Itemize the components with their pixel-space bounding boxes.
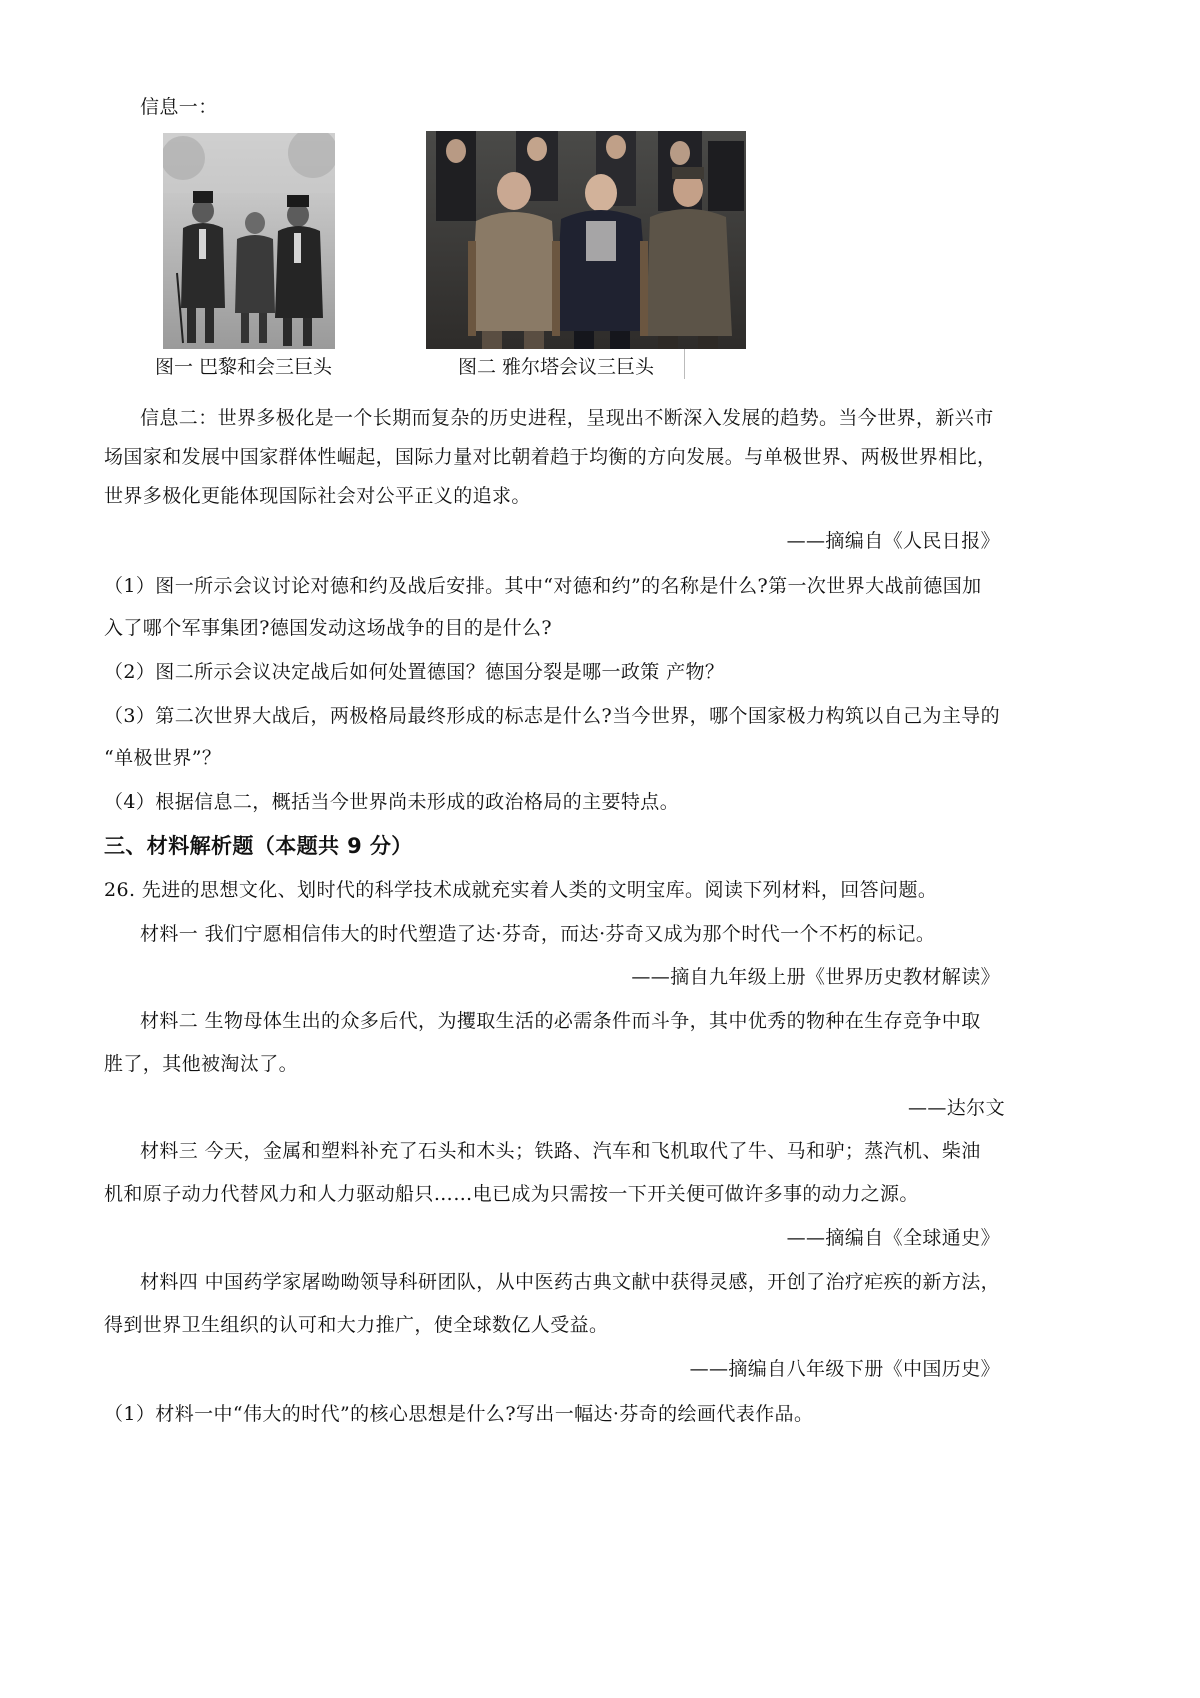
q26-material4-line2: 得到世界卫生组织的认可和大力推广，使全球数亿人受益。 [104,1314,609,1336]
caption-divider [684,349,685,379]
q26-sub1: （1）材料一中“伟大的时代”的核心思想是什么?写出一幅达·芬奇的绘画代表作品。 [104,1403,814,1425]
paris-peace-conference-photo [163,133,335,349]
q26-material2-line2: 胜了，其他被淘汰了。 [104,1053,299,1075]
q26-material1: 材料一 我们宁愿相信伟大的时代塑造了达·芬奇，而达·芬奇又成为那个时代一个不朽的标记。 [140,923,936,945]
q26-material3-source: ——摘编自《全球通史》 [786,1227,1000,1249]
q26-material4-line1: 材料四 中国药学家屠呦呦领导科研团队，从中医药古典文献中获得灵感，开创了治疗疟疾的新方法， [140,1271,1001,1293]
info2-line1: 信息二：世界多极化是一个长期而复杂的历史进程，呈现出不断深入发展的趋势。当今世界，新兴市 [140,407,994,429]
info2-line2: 场国家和发展中国家群体性崛起，国际力量对比朝着趋于均衡的方向发展。与单极世界、两极世界相比， [104,446,997,468]
q25-1-line1: （1）图一所示会议讨论对德和约及战后安排。其中“对德和约”的名称是什么?第一次世界大战前德国加 [104,575,982,597]
q26-material3-line1: 材料三 今天，金属和塑料补充了石头和木头；铁路、汽车和飞机取代了牛、马和驴；蒸汽机、柴油 [140,1140,981,1162]
q26-material2-source: ——达尔文 [907,1097,1005,1119]
q25-2: （2）图二所示会议决定战后如何处置德国？德国分裂是哪一政策 产物？ [104,661,725,683]
q25-3-line1: （3）第二次世界大战后，两极格局最终形成的标志是什么?当今世界，哪个国家极力构筑以自己为主导的 [104,705,1001,727]
q26-material3-line2: 机和原子动力代替风力和人力驱动船只……电已成为只需按一下开关便可做许多事的动力之源。 [104,1183,919,1205]
info1-label: 信息一： [140,96,218,118]
q25-1-line2: 入了哪个军事集团?德国发动这场战争的目的是什么? [104,617,552,639]
q26-material1-source: ——摘自九年级上册《世界历史教材解读》 [631,966,1000,988]
section3-heading: 三、材料解析题（本题共 9 分） [104,834,413,858]
figure2-caption: 图二 雅尔塔会议三巨头 [458,356,655,378]
info2-line3: 世界多极化更能体现国际社会对公平正义的追求。 [104,485,531,507]
q26-intro: 26. 先进的思想文化、划时代的科学技术成就充实着人类的文明宝库。阅读下列材料，回答问题。 [104,879,938,901]
yalta-conference-photo [426,131,746,349]
q25-3-line2: “单极世界”？ [104,747,222,769]
q26-material4-source: ——摘编自八年级下册《中国历史》 [689,1358,1000,1380]
figure1-caption: 图一 巴黎和会三巨头 [155,356,333,378]
info2-source: ——摘编自《人民日报》 [786,530,1000,552]
q25-4: （4）根据信息二，概括当今世界尚未形成的政治格局的主要特点。 [104,791,680,813]
q26-material2-line1: 材料二 生物母体生出的众多后代，为攫取生活的必需条件而斗争，其中优秀的物种在生存竞争中取 [140,1010,981,1032]
